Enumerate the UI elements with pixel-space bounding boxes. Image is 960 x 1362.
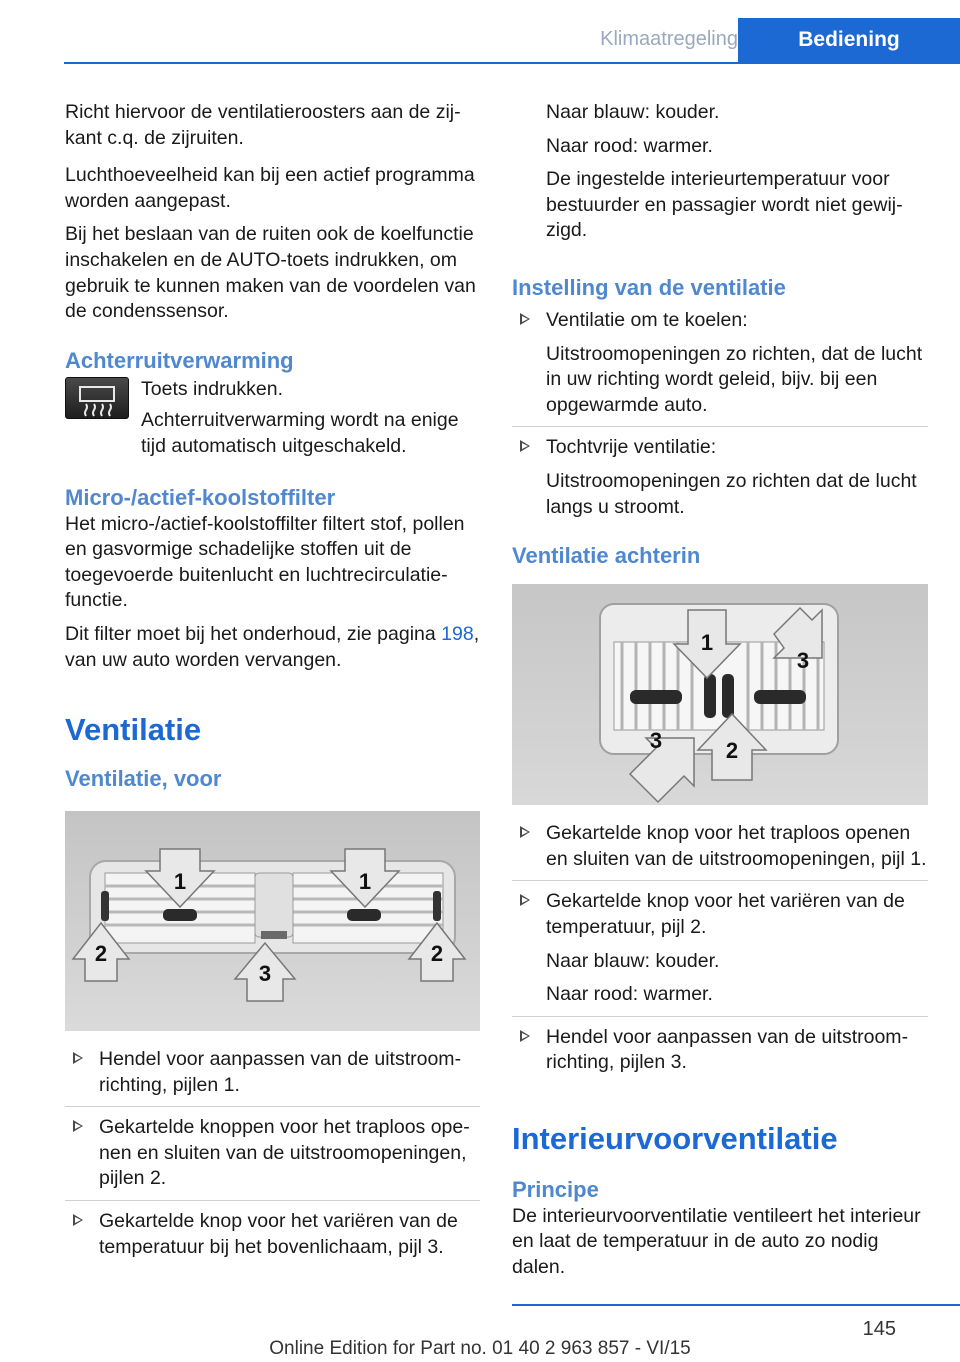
header-chapter-tab[interactable]: Bediening [738, 18, 960, 62]
paragraph: Naar blauw: kouder. [546, 101, 720, 123]
list-item-text: Gekartelde knop voor het variëren van de temperatuur, pijl 2. [546, 890, 905, 938]
paragraph: Toets indrukken. [141, 377, 283, 400]
page-link[interactable]: 198 [441, 622, 474, 645]
list-item [512, 1025, 928, 1076]
list-item [512, 435, 928, 520]
list-item [512, 821, 928, 881]
paragraph: Bij het beslaan van de ruiten ook de koelfunctie inschakelen en de AUTO-toets indrukken, om gebruik te kunnen maken van de voordelen van de condenssensor. [65, 223, 476, 323]
paragraph: De ingestelde interieurtemperatuur voor bestuurder en passagier wordt niet gewijzigd. [546, 168, 903, 242]
front-vent-figure [65, 811, 480, 1031]
text: , van uw auto worden vervangen. [65, 622, 480, 671]
heading-achterruitverwarming: Achterruitverwarming [65, 347, 294, 373]
footer-rule [512, 1304, 960, 1306]
list-item-text: Hendel voor aanpassen van de uitstroomrichting, pijlen 3. [546, 1025, 909, 1074]
triangle-bullet-icon [520, 440, 530, 452]
list-item [65, 1115, 480, 1201]
heading-ventilatie-achterin: Ventilatie achterin [512, 543, 701, 569]
fig-label: 3 [649, 728, 663, 754]
list-item-text: Gekartelde knop voor het traploos openen en sluiten van de uitstroomopeningen, pijl 1. [546, 822, 927, 870]
heading-interieurvoorventilatie: Interieurvoorventilatie [512, 1120, 838, 1156]
rear-vent-list [512, 821, 928, 1076]
left-column [65, 100, 480, 1260]
heading-principe: Principe [512, 1176, 599, 1202]
triangle-bullet-icon [520, 894, 530, 906]
front-vent-illustration [65, 811, 480, 1031]
rear-vent-figure [512, 584, 928, 805]
page-header [64, 0, 960, 64]
list-item-label: Ventilatie om te koelen: [546, 308, 748, 331]
triangle-bullet-icon [73, 1120, 83, 1132]
list-item [512, 308, 928, 427]
list-item-detail: Naar blauw: kouder. [546, 949, 720, 972]
triangle-bullet-icon [73, 1052, 83, 1064]
fig-label: 3 [258, 961, 272, 987]
rear-vent-illustration [512, 584, 928, 805]
fig-label: 1 [700, 630, 714, 656]
heading-instelling-ventilatie: Instelling van de ventilatie [512, 274, 786, 300]
heading-micro-filter: Micro-/actief-koolstoffilter [65, 484, 336, 510]
triangle-bullet-icon [73, 1214, 83, 1226]
edition-line: Online Edition for Part no. 01 40 2 963 857 - VI/15 [269, 1338, 691, 1359]
list-item [65, 1047, 480, 1107]
paragraph: Naar rood: warmer. [546, 134, 713, 157]
fig-label: 1 [358, 869, 372, 895]
list-item-detail: Uitstroomopeningen zo richten, dat de lucht in uw richting wordt geleid, bijv. bij een opgewarmde auto. [546, 342, 923, 416]
paragraph: De interieurvoorventilatie ventileert het interieur en laat de temperatuur in de auto zo nodig dalen. [512, 1204, 921, 1279]
fig-label: 2 [430, 941, 444, 967]
heading-ventilatie-voor: Ventilatie, voor [65, 766, 222, 792]
paragraph: Richt hiervoor de ventilatieroosters aan de zijkant c.q. de zijruiten. [65, 101, 461, 149]
list-item [512, 889, 928, 1016]
rear-p2-text: Achterruitverwarming wordt na enige tijd automatisch uitgeschakeld. [141, 409, 459, 457]
defrost-instruction [65, 375, 480, 460]
paragraph: Het micro-/actief-koolstoffilter filtert stof, pollen en gasvormige schadelijke stoffen uit de toegevoerde buitenlucht en luchtrecirculatiefunctie. [65, 512, 465, 612]
header-section-tab[interactable]: Klimaatregeling [600, 28, 738, 50]
fig-label: 2 [725, 738, 739, 764]
list-item-detail: Naar rood: warmer. [546, 983, 713, 1006]
list-item-detail: Uitstroomopeningen zo richten dat de lucht langs u stroomt. [546, 469, 917, 518]
list-item-label: Tochtvrije ventilatie: [546, 436, 717, 459]
fig-label: 2 [94, 941, 108, 967]
right-column [512, 100, 928, 1281]
fig-label: 3 [796, 648, 810, 674]
paragraph: Luchthoeveelheid kan bij een actief programma worden aangepast. [65, 164, 475, 212]
list-item-text: Hendel voor aanpassen van de uitstroomrichting, pijlen 1. [99, 1048, 462, 1096]
rear-defrost-button-icon [65, 377, 129, 419]
front-vent-list [65, 1047, 480, 1260]
list-item-text: Gekartelde knop voor het variëren van de temperatuur bij het bovenlichaam, pijl 3. [99, 1210, 458, 1258]
fig-label: 1 [173, 869, 187, 895]
triangle-bullet-icon [520, 826, 530, 838]
list-item-text: Gekartelde knoppen voor het traploos openen en sluiten van de uitstroomopeningen, pijlen 2. [99, 1116, 470, 1190]
triangle-bullet-icon [520, 313, 530, 325]
text: Dit filter moet bij het onderhoud, zie pagina [65, 622, 442, 645]
setting-list [512, 308, 928, 520]
page-number: 145 [862, 1318, 896, 1340]
list-item [65, 1209, 480, 1260]
heading-ventilatie: Ventilatie [65, 712, 202, 748]
paragraph [65, 622, 480, 673]
triangle-bullet-icon [520, 1030, 530, 1042]
